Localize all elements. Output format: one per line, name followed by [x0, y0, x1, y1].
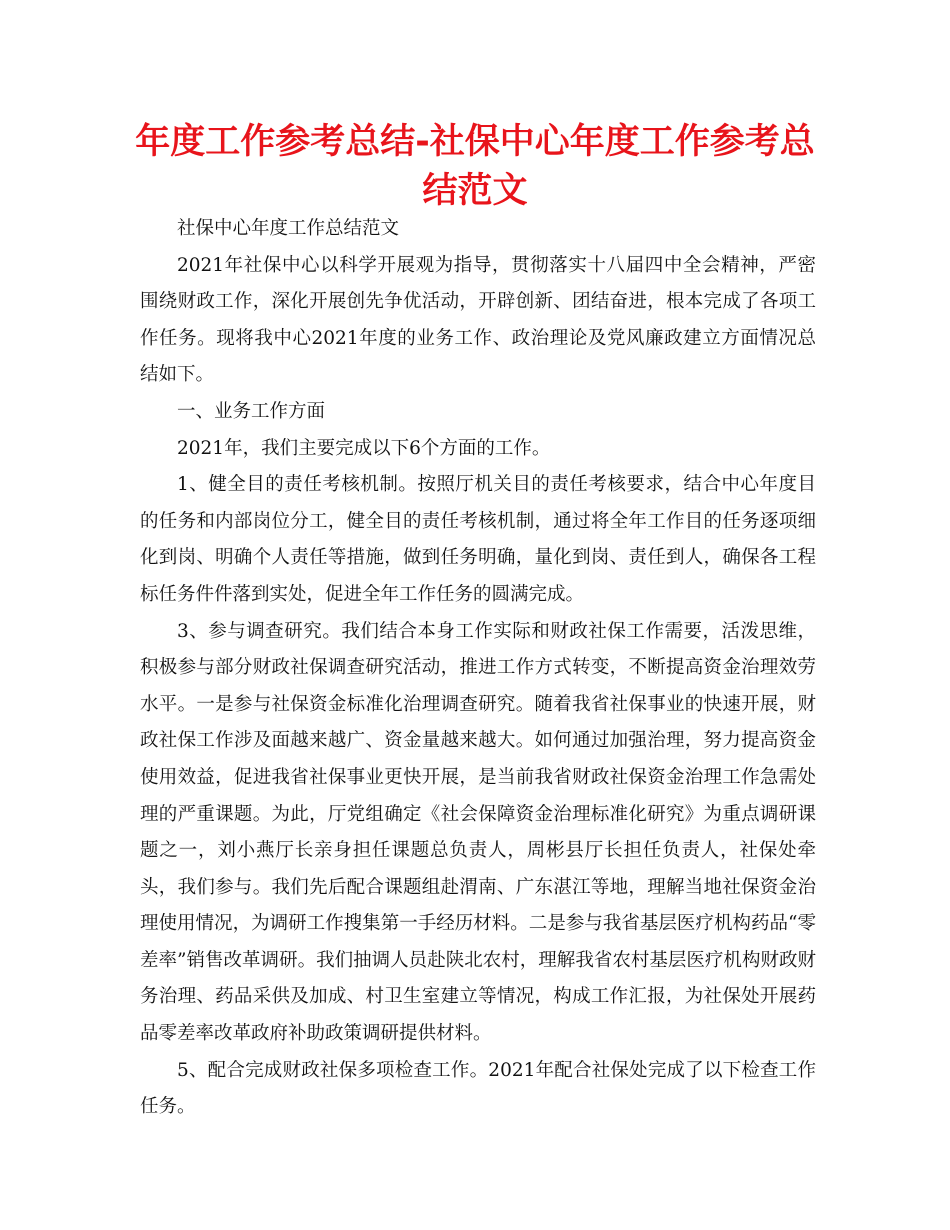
- document-body: [140, 211, 816, 1126]
- item-3-paragraph: 3、参与调查研究。我们结合本身工作实际和财政社保工作需要，活泼思维，积极参与部分财政社保调查研究活动，推进工作方式转变，不断提高资金治理效劳水平。一是参与社保资金标准化治理调查研究。随着我省社保事业的快速开展，财政社保工作涉及面越来越广、资金量越来越大。如何通过加强治理，努力提高资金使用效益，促进我省社保事业更快开展，是当前我省财政社保资金治理工作急需处理的严重课题。为此，厅党组确定《社会保障资金治理标准化研究》为重点调研课题之一，刘小燕厅长亲身担任课题总负责人，周彬县厅长担任负责人，社保处牵头，我们参与。我们先后配合课题组赴渭南、广东湛江等地，理解当地社保资金治理使用情况，为调研工作搜集第一手经历材料。二是参与我省基层医疗机构药品“零差率”销售改革调研。我们抽调人员赴陕北农村，理解我省农村基层医疗机构财政财务治理、药品采供及加成、村卫生室建立等情况，构成工作汇报，为社保处开展药品零差率改革政府补助政策调研提供材料。: [140, 620, 816, 1045]
- section-heading: 一、业务工作方面: [177, 400, 326, 422]
- item-5-paragraph: 5、配合完成财政社保多项检查工作。2021年配合社保处完成了以下检查工作任务。: [140, 1059, 816, 1118]
- section-summary-paragraph: 2021年，我们主要完成以下6个方面的工作。: [177, 437, 551, 459]
- document-title: 年度工作参考总结-社保中心年度工作参考总结范文: [135, 122, 815, 211]
- subtitle-paragraph: 社保中心年度工作总结范文: [177, 218, 400, 239]
- intro-paragraph: 2021年社保中心以科学开展观为指导，贯彻落实十八届四中全会精神，严密围绕财政工作，深化开展创先争优活动，开辟创新、团结奋进，根本完成了各项工作任务。现将我中心2021年度的业务工作、政治理论及党风廉政建立方面情况总结如下。: [140, 254, 816, 386]
- item-1-paragraph: 1、健全目的责任考核机制。按照厅机关目的责任考核要求，结合中心年度目的任务和内部岗位分工，健全目的责任考核机制，通过将全年工作目的任务逐项细化到岗、明确个人责任等措施，做到任务明确，量化到岗、责任到人，确保各工程标任务件件落到实处，促进全年工作任务的圆满完成。: [140, 474, 816, 605]
